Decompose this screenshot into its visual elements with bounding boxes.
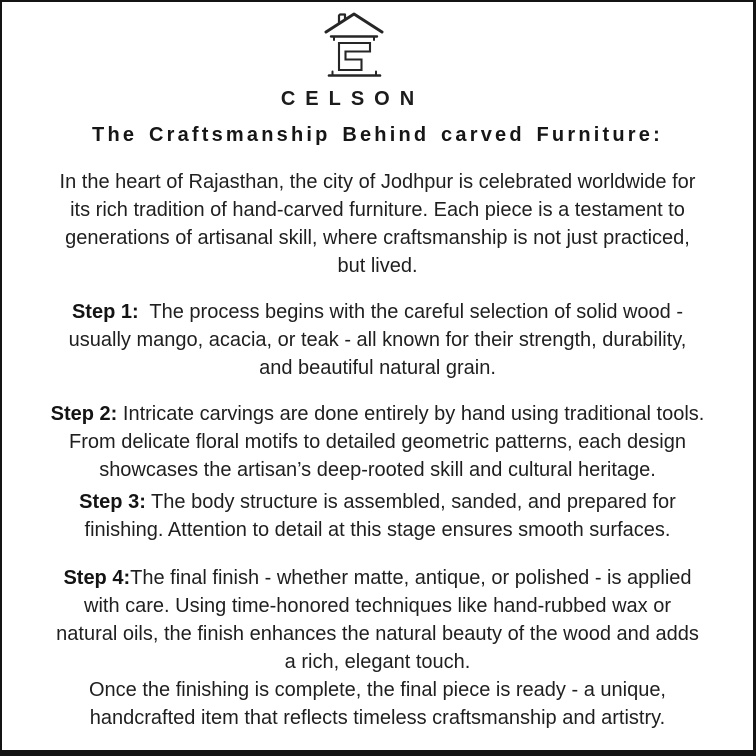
text-line: From delicate floral motifs to detailed geometric patterns, each design <box>69 431 686 453</box>
text-line-rest: The final finish - whether matte, antique, or polished - is applied <box>130 567 692 589</box>
step-2-paragraph <box>16 400 739 484</box>
step-1-label: Step 1: <box>71 301 139 323</box>
brand-block <box>0 10 714 112</box>
step-1-paragraph <box>16 298 739 382</box>
roof-icon <box>326 14 382 32</box>
closing-paragraph <box>16 676 739 732</box>
brand-wordmark: CELSON <box>280 88 425 110</box>
intro-paragraph <box>16 168 739 280</box>
text-line: usually mango, acacia, or teak - all known for their strength, durability, <box>68 329 687 351</box>
text-line: finishing. Attention to detail at this stage ensures smooth surfaces. <box>84 519 671 541</box>
house-logo-icon <box>321 10 385 82</box>
text-line: with care. Using time-honored techniques like hand-rubbed wax or <box>84 595 671 617</box>
step-2-label: Step 2: <box>50 403 118 425</box>
text-line-rest: The body structure is assembled, sanded, and prepared for <box>145 491 676 513</box>
step-4-paragraph <box>16 564 739 676</box>
text-line: showcases the artisan’s deep-rooted skill and cultural heritage. <box>99 459 656 481</box>
text-line <box>16 488 739 516</box>
text-line: but lived. <box>337 255 418 277</box>
text-line: and beautiful natural grain. <box>259 357 496 379</box>
text-line: generations of artisanal skill, where craftsmanship is not just practiced, <box>65 227 690 249</box>
page-title: The Craftsmanship Behind carved Furniture: <box>92 124 663 146</box>
text-line: its rich tradition of hand-carved furniture. Each piece is a testament to <box>70 199 685 221</box>
text-line: In the heart of Rajasthan, the city of Jodhpur is celebrated worldwide for <box>59 171 696 193</box>
s-monogram-icon <box>339 43 370 70</box>
text-line-rest: The process begins with the careful selection of solid wood - <box>138 301 684 323</box>
text-line: natural oils, the finish enhances the natural beauty of the wood and adds <box>56 623 699 645</box>
step-4-label: Step 4: <box>63 567 131 589</box>
text-line: handcrafted item that reflects timeless craftsmanship and artistry. <box>89 707 666 729</box>
step-3-paragraph <box>16 488 739 544</box>
text-line-rest: Intricate carvings are done entirely by hand using traditional tools. <box>117 403 705 425</box>
step-3-label: Step 3: <box>79 491 146 513</box>
text-line <box>16 298 739 326</box>
text-line <box>16 564 739 592</box>
text-line: a rich, elegant touch. <box>284 651 471 673</box>
text-line: Once the finishing is complete, the final piece is ready - a unique, <box>89 679 666 701</box>
text-line <box>16 400 739 428</box>
